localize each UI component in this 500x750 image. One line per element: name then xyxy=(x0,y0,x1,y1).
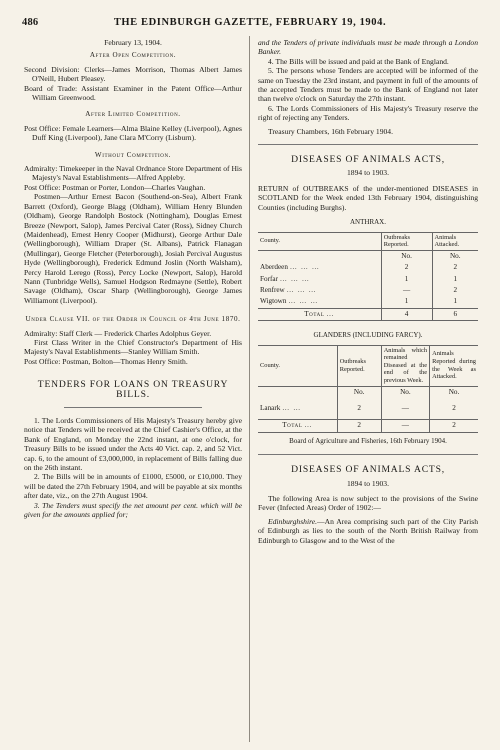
section-rule xyxy=(258,454,478,455)
tenders-para: 1. The Lords Commissioners of His Majesty's Treasury hereby give notice that Tenders will be received at the Chief Cashier's Office, at the Bank of England, on Monday the 22nd instant, at one o'clock, for Treasury Bills to be issued under the Acts 40 Vict. cap. 2, and 52 Vict. cap. 6, to the amount of £3,000,000, in replacement of Bills falling due on the 26th instant. xyxy=(24,416,242,473)
clause-entry: First Class Writer in the Chief Constructor's Department of His Majesty's Naval Establishments—Stanley William Smith. xyxy=(24,337,242,357)
clause-entry: Post Office: Postman, Bolton—Thomas Henry Smith. xyxy=(24,356,188,366)
order-intro: The following Area is now subject to the provisions of the Swine Fever (Infected Areas) Order of 1902:— xyxy=(258,493,478,513)
treasury-signature: Treasury Chambers, 16th February 1904. xyxy=(268,126,394,136)
column-header: County. xyxy=(258,232,381,250)
tenders-continuation: and the Tenders of private individuals must be made through a London Banker. xyxy=(258,38,478,57)
clause-heading: Under Clause VII. of the Order in Council of 4th June 1870. xyxy=(25,315,241,324)
tenders-para: 5. The persons whose Tenders are accepted will be informed of the same on Tuesday the 23rd instant, and payment in full of the amounts of the accepted Tenders must be made to the Bank of England not later than twelve o'clock on Saturday the 27th instant. xyxy=(258,66,478,104)
section-rule xyxy=(64,407,202,408)
table-row: Aberdeen … … … 2 2 xyxy=(258,262,478,273)
tenders-para: 6. The Lords Commissioners of His Majesty's Treasury reserve the right of rejecting any Tenders. xyxy=(258,103,478,123)
open-entry: Board of Trade: Assistant Examiner in the Patent Office—Arthur William Greenwood. xyxy=(24,83,242,103)
column-header: Outbreaks Reported. xyxy=(381,232,432,250)
total-row: Total … 4 6 xyxy=(258,308,478,320)
open-competition-heading: After Open Competition. xyxy=(89,51,177,60)
diseases-title: DISEASES OF ANIMALS ACTS, xyxy=(291,464,445,476)
diseases-years: 1894 to 1903. xyxy=(347,478,389,488)
column-header: Animals Attacked. xyxy=(432,232,478,250)
without-entry: Admiralty: Timekeeper in the Naval Ordnance Store Department of His Majesty's Naval Establishments—Alfred Appleby. xyxy=(24,164,242,183)
table-row: Renfrew … … … — 2 xyxy=(258,285,478,296)
unit-label: No. xyxy=(432,250,478,262)
glanders-table xyxy=(258,345,478,433)
open-entry: Second Division: Clerks—James Morrison, Thomas Albert James O'Neill, Hubert Pleasey. xyxy=(24,64,242,84)
total-row: Total … 2 — 2 xyxy=(258,420,478,432)
anthrax-table xyxy=(258,232,478,322)
area-description: Edinburghshire.—An Area comprising such part of the City Parish of Edinburgh as lies to the south of the North British Railway from Edinburgh to Glasgow and to the West of the xyxy=(258,516,478,545)
right-column xyxy=(258,38,478,545)
section-rule xyxy=(258,144,478,145)
diseases-years: 1894 to 1903. xyxy=(347,168,389,178)
diseases-title: DISEASES OF ANIMALS ACTS, xyxy=(291,154,445,166)
postmen-list: Postmen—Arthur Ernest Bacon (Southend-on-Sea), Albert Frank Barrett (Oxford), George Blagg (Oldham), William Henry Blunden (Oldham), George Randolph Bostock (Nottingham), Douglas Ernest Breeze (Newport, Salop), James Percival Cater (Ross), Sidney Church (Maidenhead), Ernest Henry Cooper (Midhurst), George Arthur Dale (Wellingborough), William Draper (St. Albans), Patrick Flanagan (Mullingar), George Fletcher (Peterborough), Josiah Percival Augustus Hyde (Wellingborough), Frederick Edmund Joslin (North Walsham), Percy Harold Lerego (Ross), Percy Locke (Newport, Salop), Harold Nann (Tunbridge Wells), Samuel Hodgson Redmayne (Settle), Robert Savage (Oldham), Oscar Sharp (Wellingborough), George James Williamont (Liverpool). xyxy=(24,192,242,305)
notice-date: February 13, 1904. xyxy=(104,38,162,47)
tenders-para: 2. The Bills will be in amounts of £1000, £5000, or £10,000. They will be dated the 27th February 1904, and will be payable at six months after date, viz., on the 27th August 1904. xyxy=(24,472,242,501)
unit-label: No. xyxy=(381,250,432,262)
unit-label: No. xyxy=(337,386,381,398)
table-row: Wigtown … … … 1 1 xyxy=(258,296,478,308)
return-intro: RETURN of OUTBREAKS of the under-mentioned DISEASES in SCOTLAND for the Week ended 13th February 1904, distinguishing Counties (including Burghs). xyxy=(258,183,478,212)
limited-entry: Post Office: Female Learners—Alma Blaine Kelley (Liverpool), Agnes Duff King (Liverpool), Jane Clara M'Corry (Lisburn). xyxy=(24,123,242,143)
left-column xyxy=(24,38,242,519)
unit-label: No. xyxy=(381,386,429,398)
table-row: Forfar … … … 1 1 xyxy=(258,274,478,285)
table-row: Lanark … … 2 — 2 xyxy=(258,398,478,420)
clause-entry: Admiralty: Staff Clerk — Frederick Charles Adolphus Geyer. xyxy=(24,328,212,338)
unit-label: No. xyxy=(430,386,478,398)
tenders-title: TENDERS FOR LOANS ON TREASURY BILLS. xyxy=(37,379,229,400)
limited-competition-heading: After Limited Competition. xyxy=(85,110,181,119)
column-header: Animals Reported during the Week as Attacked. xyxy=(430,345,478,386)
without-competition-heading: Without Competition. xyxy=(94,150,172,159)
glanders-heading: GLANDERS (INCLUDING FARCY). xyxy=(313,331,423,340)
column-divider xyxy=(249,36,250,742)
column-header: County. xyxy=(258,345,337,386)
column-header: Animals which remained Diseased at the end of the previous Week. xyxy=(381,345,429,386)
column-header: Outbreaks Reported. xyxy=(337,345,381,386)
tenders-para: 3. The Tenders must specify the net amount per cent. which will be given for the amounts applied for; xyxy=(24,500,242,520)
board-signature: Board of Agriculture and Fisheries, 16th February 1904. xyxy=(289,436,447,445)
gazette-title: THE EDINBURGH GAZETTE, FEBRUARY 19, 1904. xyxy=(113,17,387,28)
without-entry: Post Office: Postman or Porter, London—Charles Vaughan. xyxy=(24,182,206,192)
page-number: 486 xyxy=(22,17,39,28)
page-header xyxy=(22,17,478,31)
anthrax-heading: ANTHRAX. xyxy=(350,218,386,227)
tenders-para: 4. The Bills will be issued and paid at the Bank of England. xyxy=(268,56,449,66)
